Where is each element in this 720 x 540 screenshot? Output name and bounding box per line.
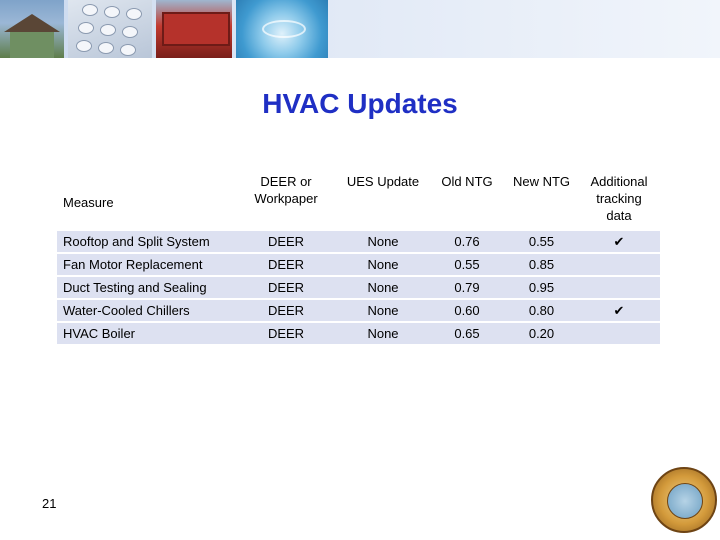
cell-measure: Rooftop and Split System	[57, 231, 235, 252]
table-row	[57, 254, 660, 275]
cell-additional-tracking	[578, 277, 660, 298]
check-icon: ✔	[578, 300, 660, 321]
cell-new-ntg: 0.80	[505, 300, 578, 321]
cell-new-ntg: 0.85	[505, 254, 578, 275]
cell-ues-update: None	[337, 231, 429, 252]
water-drop-photo	[236, 0, 328, 58]
cell-deer-or-workpaper: DEER	[235, 323, 337, 344]
cell-deer-or-workpaper: DEER	[235, 254, 337, 275]
header-banner	[0, 0, 720, 58]
check-icon: ✔	[578, 231, 660, 252]
cell-old-ntg: 0.65	[429, 323, 505, 344]
cell-measure: Water-Cooled Chillers	[57, 300, 235, 321]
cell-deer-or-workpaper: DEER	[235, 231, 337, 252]
header-additional-tracking-data: Additional tracking data	[590, 174, 648, 223]
page-title: HVAC Updates	[262, 88, 458, 119]
cell-additional-tracking	[578, 254, 660, 275]
cell-deer-or-workpaper: DEER	[235, 300, 337, 321]
cell-ues-update: None	[337, 300, 429, 321]
header-deer-or-workpaper: DEER or Workpaper	[254, 174, 318, 206]
cell-additional-tracking	[578, 323, 660, 344]
cell-ues-update: None	[337, 254, 429, 275]
train-photo	[156, 0, 232, 58]
table-row	[57, 277, 660, 298]
cell-measure: Fan Motor Replacement	[57, 254, 235, 275]
cell-new-ntg: 0.20	[505, 323, 578, 344]
cell-old-ntg: 0.60	[429, 300, 505, 321]
state-seal	[651, 467, 717, 533]
cell-ues-update: None	[337, 277, 429, 298]
cell-measure: Duct Testing and Sealing	[57, 277, 235, 298]
page-number: 21	[42, 496, 57, 511]
cell-old-ntg: 0.79	[429, 277, 505, 298]
header-ues-update: UES Update	[346, 174, 420, 189]
cell-deer-or-workpaper: DEER	[235, 277, 337, 298]
house-photo	[0, 0, 64, 58]
cell-new-ntg: 0.55	[505, 231, 578, 252]
cell-old-ntg: 0.55	[429, 254, 505, 275]
header-measure: Measure	[63, 194, 114, 210]
cell-old-ntg: 0.76	[429, 231, 505, 252]
table-row	[57, 231, 660, 252]
cell-new-ntg: 0.95	[505, 277, 578, 298]
cell-measure: HVAC Boiler	[57, 323, 235, 344]
phone-keypad-photo	[68, 0, 152, 58]
header-old-ntg: Old NTG	[441, 174, 493, 189]
table-row	[57, 323, 660, 344]
hvac-table	[57, 166, 660, 346]
table-header-row	[57, 168, 660, 229]
table-row	[57, 300, 660, 321]
header-new-ntg: New NTG	[512, 174, 571, 189]
cell-ues-update: None	[337, 323, 429, 344]
